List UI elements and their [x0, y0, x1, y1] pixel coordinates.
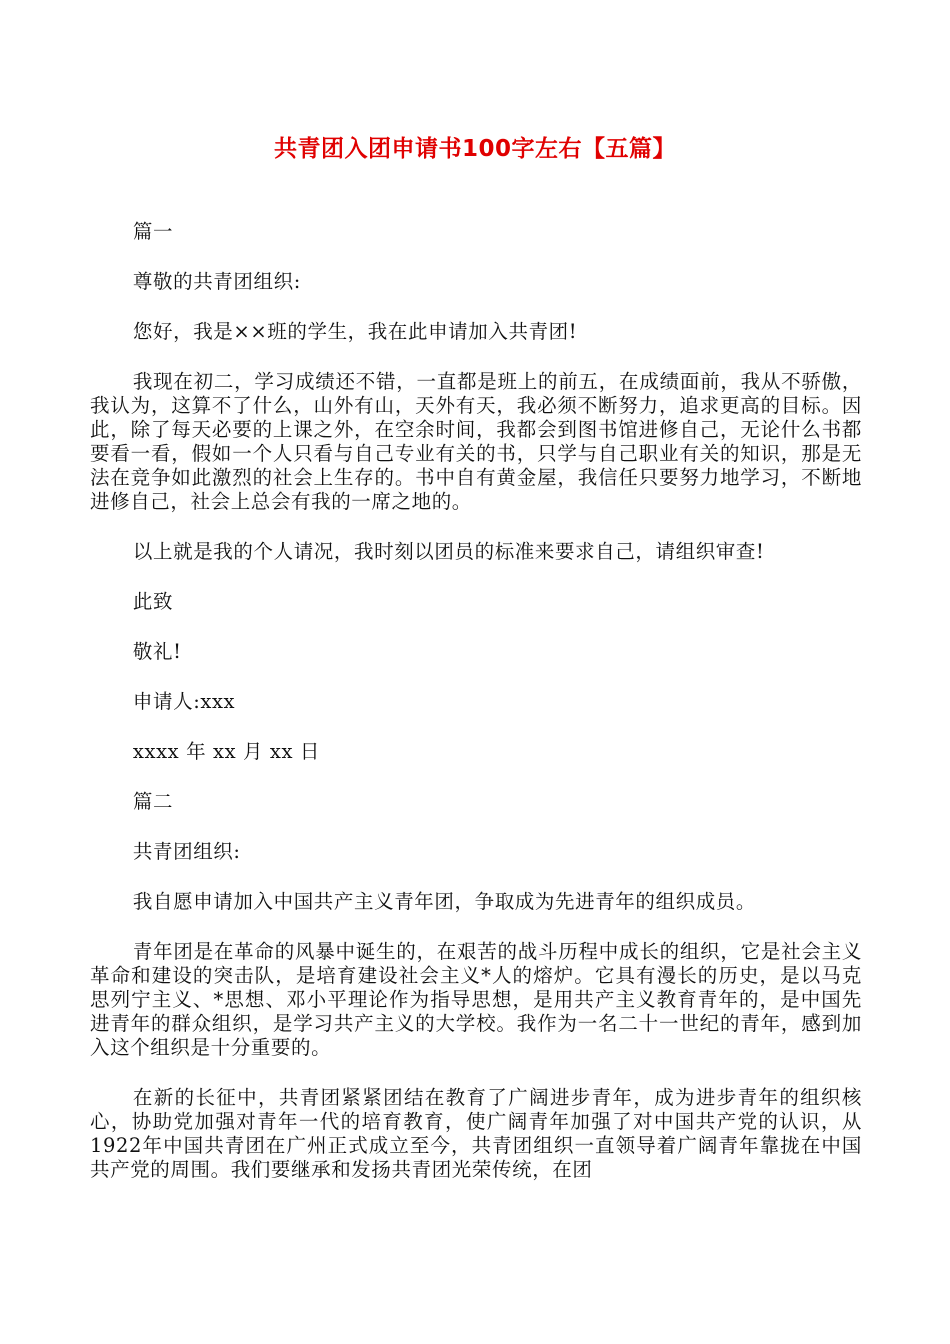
document-body	[90, 220, 862, 1208]
closing-paragraph-1: 以上就是我的个人请况，我时刻以团员的标准来要求自己，请组织审查!	[132, 540, 765, 563]
closing-jingli: 敬礼!	[132, 640, 182, 663]
closing-cizhi: 此致	[132, 590, 174, 613]
salutation-2: 共青团组织:	[132, 840, 241, 863]
section-heading-1: 篇一	[132, 220, 174, 243]
document-title: 共青团入团申请书100字左右【五篇】	[273, 136, 676, 162]
body-paragraph-1: 我现在初二，学习成绩还不错，一直都是班上的前五，在成绩面前，我从不骄傲，我认为，这算不了什么，山外有山，天外有天，我必须不断努力，追求更高的目标。因此，除了每天必要的上课之外，在空余时间，我都会到图书馆进修自己，无论什么书都要看一看，假如一个人只看与自己专业有关的书，只学与自己职业有关的知识，那是无法在竞争如此激烈的社会上生存的。书中自有黄金屋，我信任只要努力地学习，不断地进修自己，社会上总会有我的一席之地的。	[90, 370, 862, 513]
intro-paragraph-2: 我自愿申请加入中国共产主义青年团，争取成为先进青年的组织成员。	[132, 890, 756, 913]
applicant-line: 申请人:xxx	[132, 690, 236, 713]
salutation-1: 尊敬的共青团组织:	[132, 270, 301, 293]
body-paragraph-2: 青年团是在革命的风暴中诞生的，在艰苦的战斗历程中成长的组织，它是社会主义革命和建设的突击队，是培育建设社会主义*人的熔炉。它具有漫长的历史，是以马克思列宁主义、*思想、邓小平理论作为指导思想，是用共产主义教育青年的，是中国先进青年的群众组织，是学习共产主义的大学校。我作为一名二十一世纪的青年，感到加入这个组织是十分重要的。	[90, 940, 862, 1059]
body-paragraph-3: 在新的长征中，共青团紧紧团结在教育了广阔进步青年，成为进步青年的组织核心，协助党加强对青年一代的培育教育，使广阔青年加强了对中国共产党的认识，从1922年中国共青团在广州正式成立至今，共青团组织一直领导着广阔青年靠拢在中国共产党的周围。我们要继承和发扬共青团光荣传统，在团	[90, 1086, 862, 1181]
date-line: xxxx 年 xx 月 xx 日	[132, 740, 320, 763]
greeting-paragraph: 您好，我是××班的学生，我在此申请加入共青团!	[132, 320, 578, 343]
section-heading-2: 篇二	[132, 790, 174, 813]
